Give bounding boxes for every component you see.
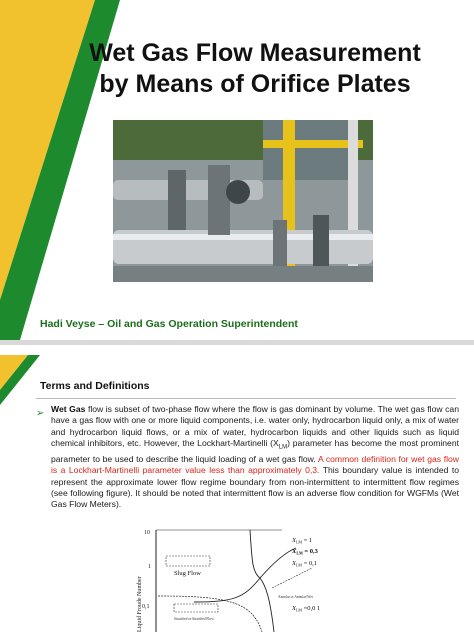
region-slug-label: Slug Flow [174, 570, 201, 577]
text-sub-lm: LM [278, 444, 288, 451]
flow-regime-figure [134, 520, 344, 632]
corner-stripes [0, 345, 60, 405]
definition-paragraph [51, 404, 459, 510]
term-wet-gas: Wet Gas [51, 404, 86, 414]
xlm-label-1: $X_{LM} = 1$ [292, 537, 313, 545]
page-title [40, 38, 470, 100]
bullet-arrow-icon: ➢ [36, 408, 45, 419]
author-line: Hadi Veyse – Oil and Gas Operation Superintendent [40, 318, 298, 330]
text-part-2: ) parameter has become the most prominent parameter to be used to describe the liquid loading of a wet gas flow. [51, 437, 459, 464]
text-part-1: flow is subset of two-phase flow where the flow is gas dominant by volume. The wet gas flow can have a gas flow with one or more liquid components, i.e. water only, hydrocarbon liquid only, a mix of water and hydrocarbon liquid flows, or a mix of water, hydrocarbon liquids and other liquids such as liquid chemical inhibitors, etc. However, the Lockhart-Martinelli (X [51, 404, 459, 448]
text-part-3: This boundary value is intended to represent the approximate lower flow regime boundary from non-intermittent to intermittent flow regimes (see following figure). It should be noted that intermittent flow is an adverse flow condition for WGFMs (Wet Gas Flow Meters). [51, 465, 460, 510]
xlm-label-2: $X_{LM} = 0,3$ [292, 548, 318, 556]
region-stratified-label: Stratified or Stratified Flow [174, 617, 214, 621]
title-line-2: by Means of Orifice Plates [99, 70, 411, 98]
pipeline-photo [113, 120, 373, 282]
ytick-10: 10 [144, 530, 150, 536]
title-line-1: Wet Gas Flow Measurement [89, 39, 421, 67]
region-annular-label: Annular or Annular/Wet [278, 595, 313, 599]
wet-gas-definition-highlight: A common definition for wet gas flow is a Lockhart-Martinelli parameter value less than approximately 0,3. [51, 453, 459, 476]
figure-ylabel: Liquid Froude Number [137, 576, 143, 632]
section-title: Terms and Definitions [40, 380, 150, 392]
title-rule [36, 398, 456, 399]
xlm-label-4: $X_{LM} =0,0$ 1 [292, 605, 321, 613]
ytick-1: 1 [148, 564, 151, 570]
definitions-slide [0, 345, 474, 632]
ytick-01: 0,1 [142, 604, 150, 610]
pipeline-illustration [113, 120, 373, 282]
xlm-label-3: $X_{LM} = 0,1$ [292, 560, 318, 568]
